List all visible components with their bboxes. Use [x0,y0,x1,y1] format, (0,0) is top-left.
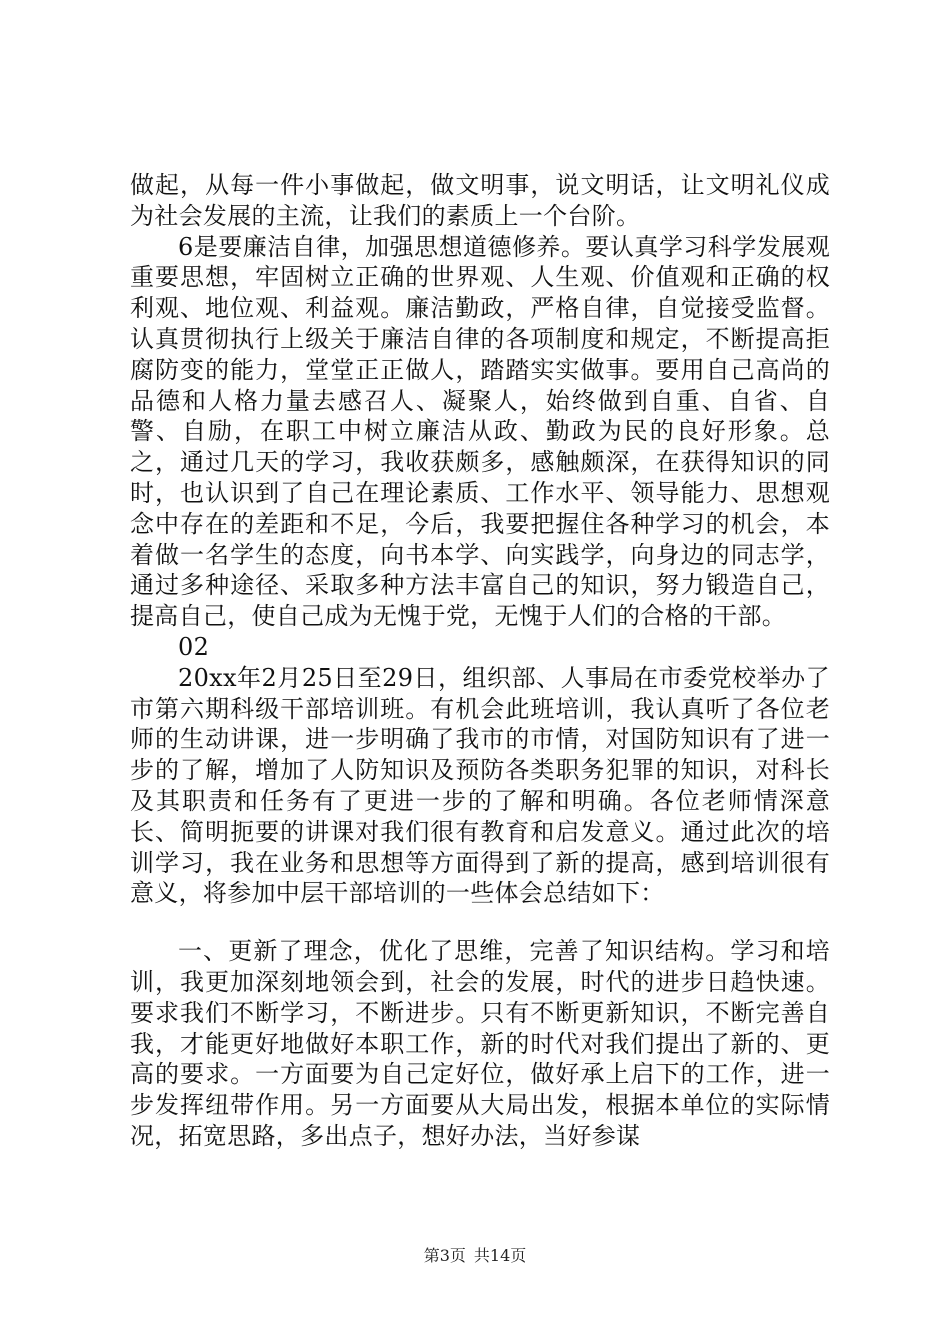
document-body [130,170,830,1152]
paragraph-continuation: 做起，从每一件小事做起，做文明事，说文明话，让文明礼仪成为社会发展的主流，让我们的素质上一个台阶。 [130,171,830,230]
paragraph-point-one: 一、更新了理念，优化了思维，完善了知识结构。学习和培训，我更加深刻地领会到，社会的发展，时代的进步日趋快速。要求我们不断学习，不断进步。只有不断更新知识，不断完善自我，才能更好地做好本职工作，新的时代对我们提出了新的、更高的要求。一方面要为自己定好位，做好承上启下的工作，进一步发挥纽带作用。另一方面要从大局出发，根据本单位的实际情况，拓宽思路，多出点子，想好办法，当好参谋 [130,937,830,1150]
section-heading-02: 02 [178,632,210,661]
page-footer [0,1246,950,1266]
total-pages: 共14页 [473,1246,527,1265]
paragraph-training-intro: 20xx年2月25日至29日，组织部、人事局在市委党校举办了市第六期科级干部培训班。有机会此班培训，我认真听了各位老师的生动讲课，进一步明确了我市的市情，对国防知识有了进一步的了解，增加了人防知识及预防各类职务犯罪的知识，对科长及其职责和任务有了更进一步的了解和明确。各位老师情深意长、简明扼要的讲课对我们很有教育和启发意义。通过此次的培训学习，我在业务和思想等方面得到了新的提高，感到培训很有意义，将参加中层干部培训的一些体会总结如下： [130,663,830,908]
page-number: 第3页 [423,1246,466,1265]
paragraph-integrity: 6是要廉洁自律，加强思想道德修养。要认真学习科学发展观重要思想，牢固树立正确的世界观、人生观、价值观和正确的权利观、地位观、利益观。廉洁勤政，严格自律，自觉接受监督。认真贯彻执行上级关于廉洁自律的各项制度和规定，不断提高拒腐防变的能力，堂堂正正做人，踏踏实实做事。要用自己高尚的品德和人格力量去感召人、凝聚人，始终做到自重、自省、自警、自励，在职工中树立廉洁从政、勤政为民的良好形象。总之，通过几天的学习，我收获颇多，感触颇深，在获得知识的同时，也认识到了自己在理论素质、工作水平、领导能力、思想观念中存在的差距和不足，今后，我要把握住各种学习的机会，本着做一名学生的态度，向书本学、向实践学，向身边的同志学，通过多种途径、采取多种方法丰富自己的知识，努力锻造自己，提高自己，使自己成为无愧于党，无愧于人们的合格的干部。 [130,232,830,631]
